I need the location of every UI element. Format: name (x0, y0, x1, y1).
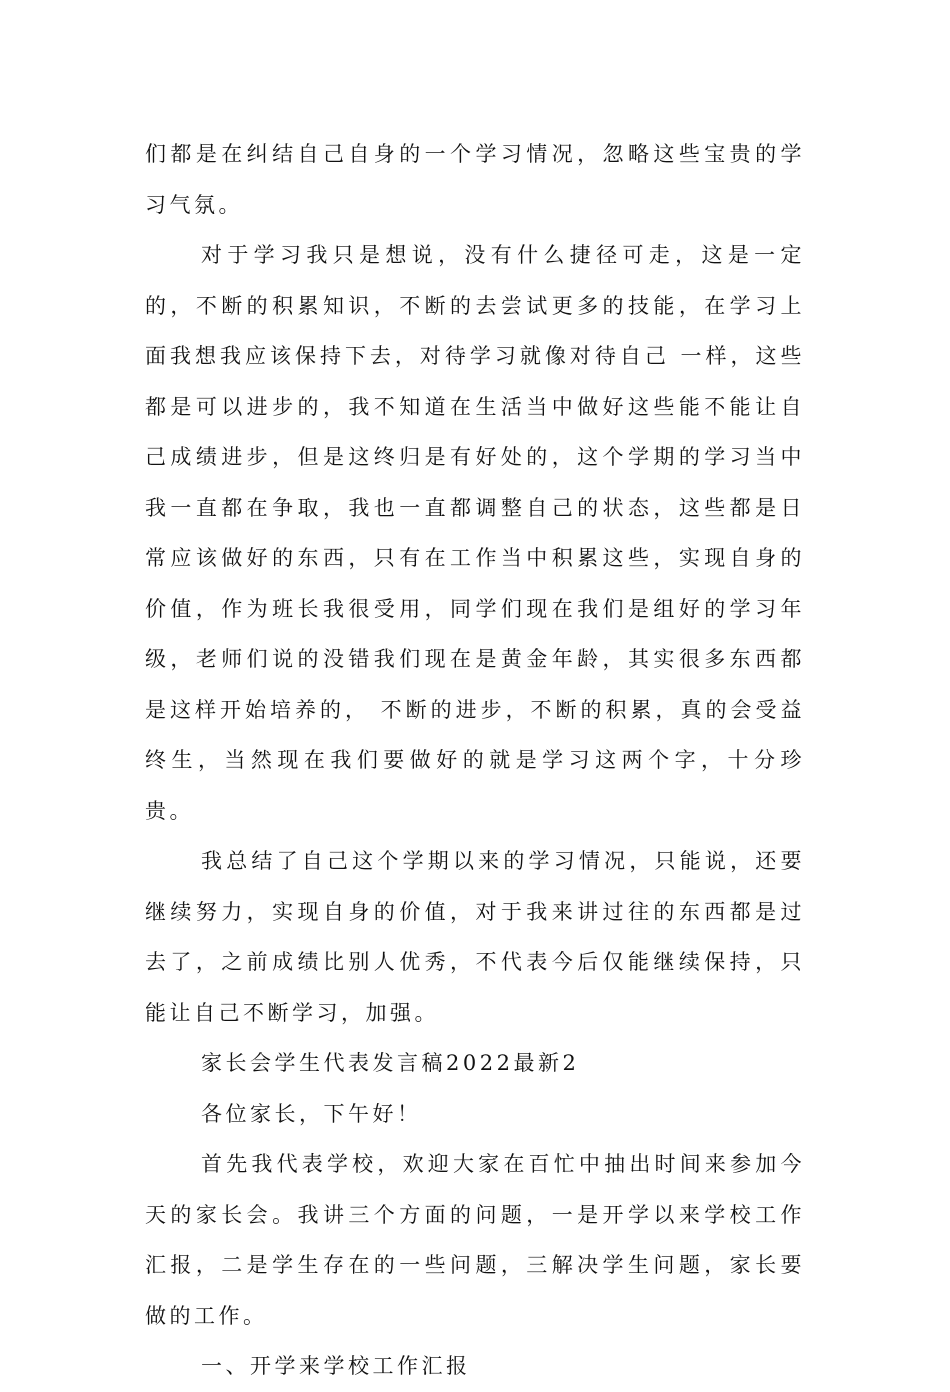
greeting-line: 各位家长，下午好！ (201, 1101, 422, 1126)
paragraph-study-attitude: 对于学习我只是想说，没有什么捷径可走，这是一定的，不断的积累知识，不断的去尝试更多的技能，在学习上面我想我应该保持下去，对待学习就像对待自己 一样，这些都是可以进步的，我不知道在生活当中做好这些能不能让自己成绩进步，但是这终归是有好处的，这个学期的学习当中我一直都在争取，我也一直都调整自己的状态，这些都是日常应该做好的东西，只有在工作当中积累这些，实现自身的价值，作为班长我很受用，同学们现在我们是组好的学习年级，老师们说的没错我们现在是黄金年龄，其实很多东西都是这样开始培养的， 不断的进步，不断的积累，真的会受益终生，当然现在我们要做好的就是学习这两个字，十分珍贵。 (145, 243, 805, 823)
subheading-work-report: 一、开学来学校工作汇报 (201, 1354, 471, 1378)
paragraph-summary: 我总结了自己这个学期以来的学习情况，只能说，还要继续努力，实现自身的价值，对于我来讲过往的东西都是过去了，之前成绩比别人优秀，不代表今后仅能继续保持，只能让自己不断学习，加强。 (145, 849, 805, 1025)
paragraph-continuation: 们都是在纠结自己自身的一个学习情况，忽略这些宝贵的学习气氛。 (145, 142, 805, 217)
paragraph-welcome: 首先我代表学校，欢迎大家在百忙中抽出时间来参加今天的家长会。我讲三个方面的问题，一是开学以来学校工作汇报，二是学生存在的一些问题，三解决学生问题，家长要做的工作。 (145, 1152, 805, 1328)
section-heading-speech-2: 家长会学生代表发言稿2022最新2 (201, 1051, 580, 1075)
document-body (145, 129, 805, 1392)
